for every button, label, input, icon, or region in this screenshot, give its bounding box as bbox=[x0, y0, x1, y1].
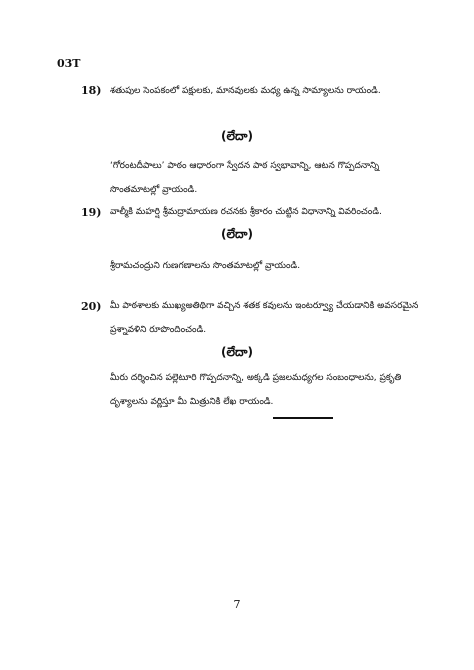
alternative-question-text-19: శ్రీరామచంద్రుని గుణగణాలను సొంతమాటల్లో వ్రాయండి. bbox=[110, 261, 301, 271]
question-text-18: శతుపుల సెంపకంలో పక్షులకు, మానవులకు మధ్య ఉన్న సామ్యాలను రాయండి. bbox=[110, 86, 381, 96]
paper-code: 03T bbox=[57, 57, 81, 70]
or-label-20: (లేదా) bbox=[221, 345, 253, 359]
question-text-20: మీ పాఠశాలకు ముఖ్యఅతిథిగా వచ్చిన శతక కవులను ఇంటర్వ్యూ చేయడానికి అవసరమైన ప్రశ్నావళిని రూపొందించండి. bbox=[110, 301, 419, 335]
end-of-section-rule bbox=[273, 417, 333, 419]
question-number-20: 20) bbox=[81, 300, 102, 313]
question-number-18: 18) bbox=[81, 84, 102, 97]
alternative-question-text-18: ‘గోరంటదీపాలు’ పాఠం ఆధారంగా స్వేదన పాఠ స్వభావాన్ని, ఆటన గొప్పదనాన్ని సొంతమాటల్లో వ్రాయండి. bbox=[110, 161, 380, 195]
question-number-19: 19) bbox=[81, 206, 102, 219]
or-label-18: (లేదా) bbox=[221, 129, 253, 143]
question-text-19: వాల్మీకి మహర్షి శ్రీమద్రామాయణ రచనకు శ్రీకారం చుట్టిన విధానాన్ని వివరించండి. bbox=[110, 207, 382, 217]
page-number: 7 bbox=[233, 598, 241, 611]
alternative-question-text-20: మీరు దర్శించిన పల్లెటూరి గొప్పదనాన్ని, అక్కడి ప్రజలమధ్యగల సంబంధాలను, ప్రకృతి దృశ్యాలను వర్ణిస్తూ మీ మిత్రునికి లేఖ రాయండి. bbox=[110, 373, 402, 407]
or-label-19: (లేదా) bbox=[221, 227, 253, 241]
